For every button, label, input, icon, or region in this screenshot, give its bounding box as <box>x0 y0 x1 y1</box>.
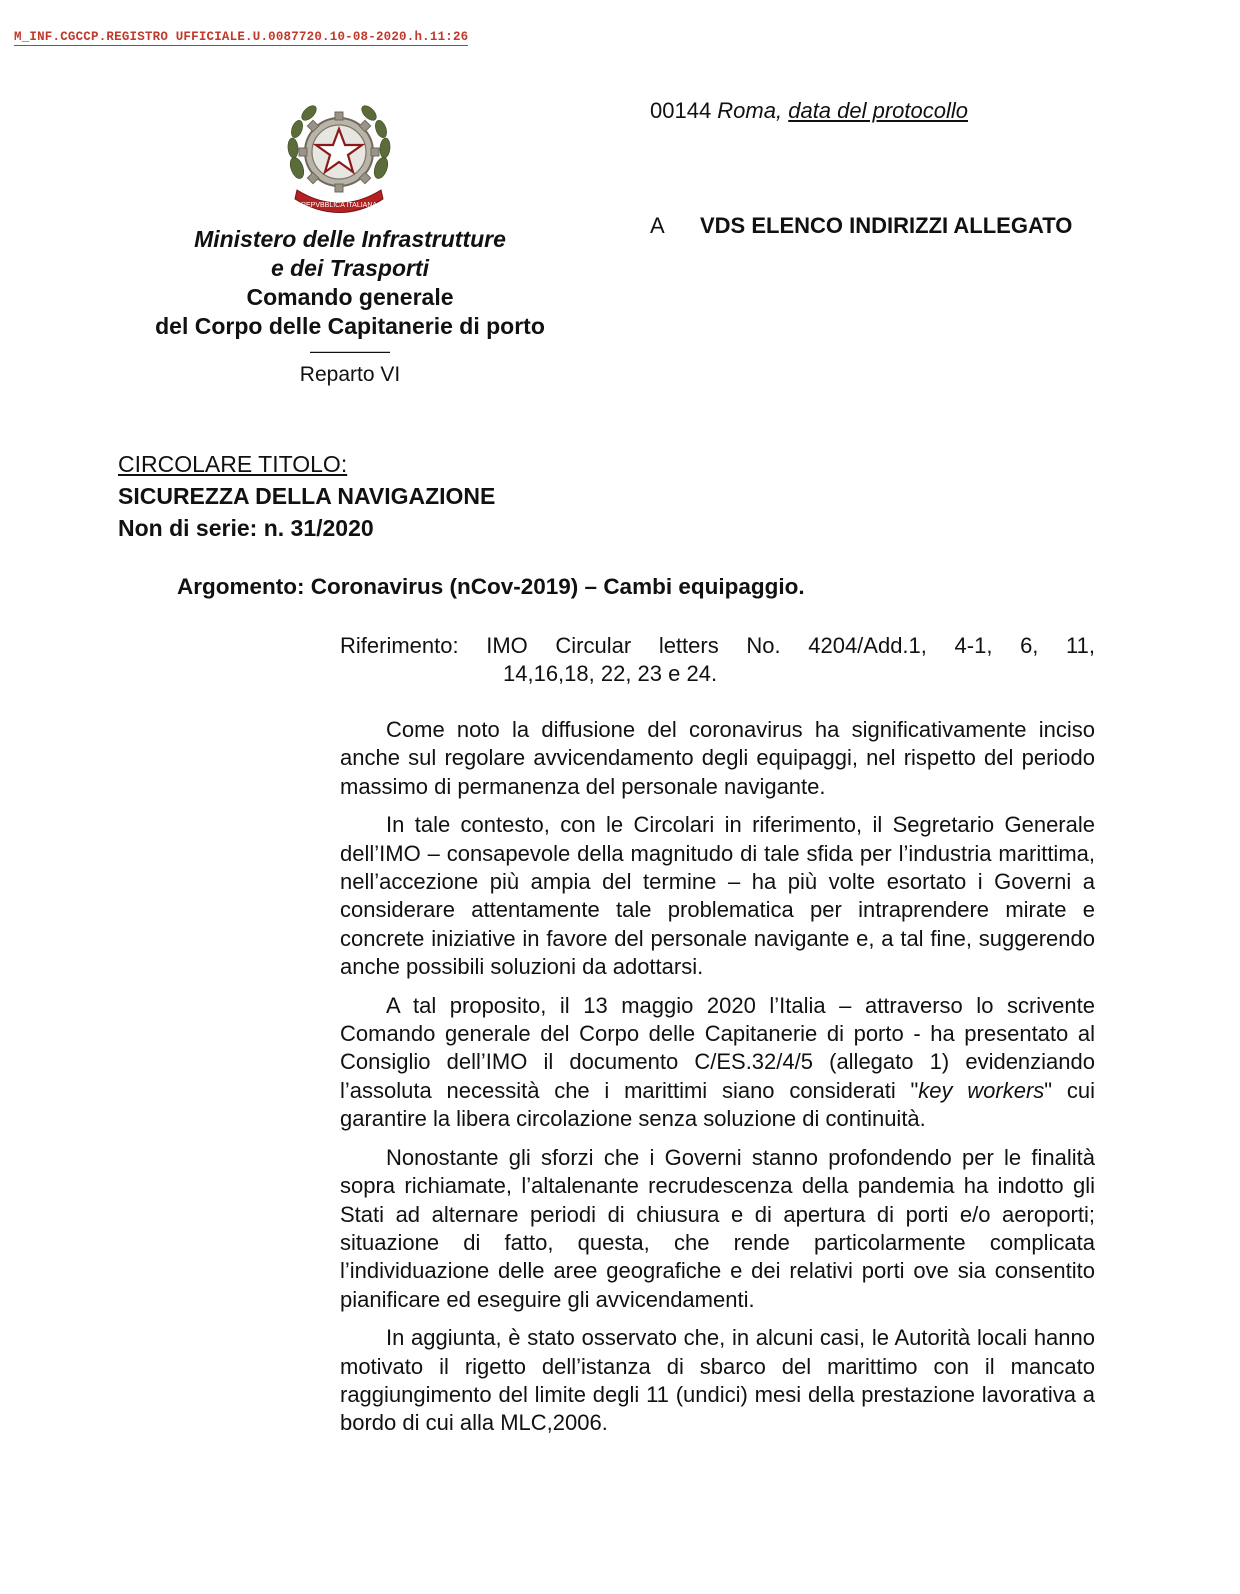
subject-line: Argomento: Coronavirus (nCov-2019) – Cambi equipaggio. <box>177 574 805 599</box>
circular-label: CIRCOLARE TITOLO: <box>118 451 348 477</box>
ministry-separator: –––––––– <box>309 341 391 361</box>
circular-number: Non di serie: n. 31/2020 <box>118 515 374 541</box>
ministry-line-4: del Corpo delle Capitanerie di porto <box>155 313 545 339</box>
circular-block <box>118 448 495 544</box>
circular-title: SICUREZZA DELLA NAVIGAZIONE <box>118 483 496 509</box>
ministry-department: Reparto VI <box>299 363 401 386</box>
paragraph-3 <box>340 992 1095 1134</box>
ministry-line-2: e dei Trasporti <box>270 255 430 281</box>
recipient-text: VDS ELENCO INDIRIZZI ALLEGATO <box>700 213 1073 238</box>
reference-line-2: 14,16,18, 22, 23 e 24. <box>503 661 718 686</box>
paragraph-3-part-2: " cui garantire la libera circolazione senza soluzione di continuità. <box>340 1077 1095 1132</box>
paragraph-1: Come noto la diffusione del coronavirus ha significativamente inciso anche sul regolare avvicendamento degli equipaggi, nel rispetto del periodo massimo di permanenza del personale navigante. <box>340 717 1095 799</box>
emblem-ribbon-text: REPVBBLICA ITALIANA <box>300 202 378 209</box>
ministry-line-1: Ministero delle Infrastrutture <box>194 226 506 252</box>
emblem-of-italy-icon <box>283 98 395 216</box>
date-city: Roma, <box>717 98 789 123</box>
reference-line-1: Riferimento: IMO Circular letters No. 4204/Add.1, 4-1, 6, 11, <box>340 633 1095 658</box>
paragraph-2: In tale contesto, con le Circolari in riferimento, il Segretario Generale dell’IMO – consapevole della magnitudo di tale sfida per l’industria marittima, nell’accezione più ampia del termine – ha più volte esortato i Governi a considerare attentamente tale problematica per intraprendere mirate e concrete iniziative in favore del personale navigante e, a tal fine, suggerendo anche possibili soluzioni da adottarsi. <box>340 812 1095 980</box>
recipient-letter: A <box>650 213 665 238</box>
recipient-line <box>650 213 1072 239</box>
ministry-header <box>120 225 580 389</box>
paragraph-5: In aggiunta, è stato osservato che, in alcuni casi, le Autorità locali hanno motivato il rigetto dell’istanza di sbarco del marittimo con il mancato raggiungimento del limite degli 11 (undici) mesi della prestazione lavorativa a bordo di cui alla MLC,2006. <box>340 1325 1095 1436</box>
body-text <box>340 716 1095 1448</box>
paragraph-4: Nonostante gli sforzi che i Governi stanno profondendo per le finalità sopra richiamate, l’altalenante recrudescenza della pandemia ha indotto gli Stati ad alternare periodi di chiusura e di apertura di porti e/o aeroporti; situazione di fatto, questa, che rende particolarmente complicata l’individuazione delle aree geografiche e dei relativi porti ove sia consentito pianificare ed eseguire gli avvicendamenti. <box>340 1144 1095 1312</box>
paragraph-3-part-1: A tal proposito, il 13 maggio 2020 l’Italia – attraverso lo scrivente Comando generale del Corpo delle Capitanerie di porto - ha presentato al Consiglio dell’IMO il documento C/ES.32/4/5 (allegato 1) evidenziando l’assoluta necessità che i marittimi siano considerati " <box>340 992 1095 1103</box>
key-workers-term: key workers <box>918 1077 1045 1103</box>
ministry-line-3: Comando generale <box>246 284 454 310</box>
date-text: data del protocollo <box>788 98 969 123</box>
date-line <box>650 98 968 124</box>
reference-block <box>340 632 1095 688</box>
postal-code: 00144 <box>650 98 718 123</box>
protocol-stamp: M_INF.CGCCP.REGISTRO UFFICIALE.U.0087720.10-08-2020.h.11:26 <box>14 30 469 44</box>
